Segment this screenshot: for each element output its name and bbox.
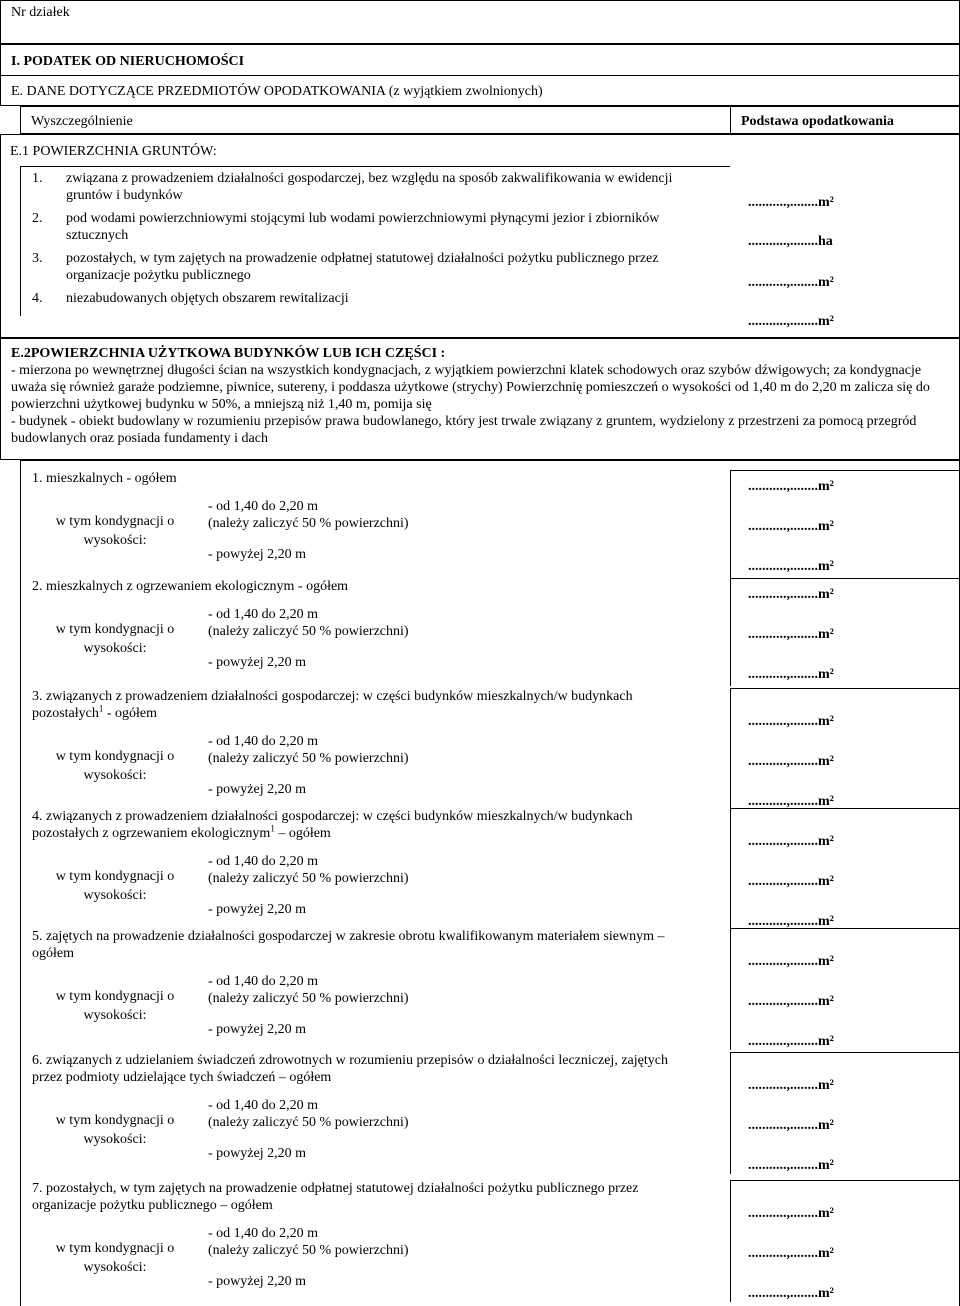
e1-item1-num: 1.	[32, 171, 43, 186]
sub-b-label: - powyżej 2,20 m	[208, 782, 306, 797]
nr-dzialek-label: Nr działek	[11, 5, 70, 20]
e2-note-2: - budynek - obiekt budowlany w rozumieniu przepisów prawa budowlanego, który jest trwale związany z gruntem, wydzielony z przestrzeni za pomocą przegród budowlanych oraz posiada fundamenty i dach	[11, 414, 917, 446]
value-sub-a[interactable]: ...........,........m²	[748, 994, 834, 1009]
section-i-box	[0, 44, 960, 76]
group-title: 7. pozostałych, w tym zajętych na prowadzenie odpłatnej statutowej działalności pożytku publicznego przez	[32, 1181, 639, 1196]
e1-item2-num: 2.	[32, 211, 43, 226]
header-right	[730, 106, 960, 134]
group-title-line2: organizacje pożytku publicznego – ogółem	[32, 1198, 273, 1213]
e2-title: E.2POWIERZCHNIA UŻYTKOWA BUDYNKÓW LUB ICH CZĘŚCI :	[11, 346, 446, 361]
wtym-label: w tym kondygnacji o wysokości:	[55, 1113, 175, 1147]
e1-item3-value[interactable]: ...........,........m²	[748, 275, 834, 290]
group-title-line2: przez podmioty udzielające tych świadczeń – ogółem	[32, 1070, 332, 1085]
value-total[interactable]: ...........,........m²	[748, 834, 834, 849]
sub-a-note: (należy zaliczyć 50 % powierzchni)	[208, 1243, 409, 1258]
wtym-label: w tym kondygnacji o wysokości:	[55, 1241, 175, 1275]
wtym-label: w tym kondygnacji o wysokości:	[55, 869, 175, 903]
section-e-box	[0, 75, 960, 106]
value-sub-b[interactable]: ...........,........m²	[748, 1286, 834, 1301]
value-total[interactable]: ...........,........m²	[748, 1206, 834, 1221]
group-title-line2: pozostałych z ogrzewaniem ekologicznym$^1$ – ogółem	[32, 823, 331, 841]
group-title-line2: ogółem	[32, 946, 74, 961]
section-i-title: I. PODATEK OD NIERUCHOMOŚCI	[11, 54, 245, 69]
value-sub-b[interactable]: ...........,........m²	[748, 559, 834, 574]
group-title-line2: pozostałych$^1$ - ogółem	[32, 703, 158, 721]
value-sub-b[interactable]: ...........,........m²	[748, 914, 834, 929]
sub-b-label: - powyżej 2,20 m	[208, 547, 306, 562]
value-column	[730, 808, 960, 930]
e1-title: E.1 POWIERZCHNIA GRUNTÓW:	[10, 144, 217, 159]
group-title: 6. związanych z udzielaniem świadczeń zdrowotnych w rozumieniu przepisów o działalności leczniczej, zajętych	[32, 1053, 668, 1068]
value-column	[730, 688, 960, 810]
wtym-label: w tym kondygnacji o wysokości:	[55, 514, 175, 548]
sub-b-label: - powyżej 2,20 m	[208, 1274, 306, 1289]
e1-item4-text: niezabudowanych objętych obszarem rewitalizacji	[66, 291, 349, 306]
e1-item4-num: 4.	[32, 291, 43, 306]
wtym-label: w tym kondygnacji o wysokości:	[55, 749, 175, 783]
value-column	[730, 1180, 960, 1302]
sub-a-label: - od 1,40 do 2,20 m	[208, 734, 319, 749]
sub-a-label: - od 1,40 do 2,20 m	[208, 974, 319, 989]
sub-b-label: - powyżej 2,20 m	[208, 1146, 306, 1161]
value-sub-b[interactable]: ...........,........m²	[748, 1034, 834, 1049]
e1-item1-text: związana z prowadzeniem działalności gospodarczej, bez względu na sposób zakwalifikowania w ewidencji gruntów i budynków	[66, 171, 673, 203]
sub-a-label: - od 1,40 do 2,20 m	[208, 1098, 319, 1113]
group-title: 3. związanych z prowadzeniem działalności gospodarczej: w części budynków mieszkalnych/w budynkach	[32, 689, 633, 704]
value-total[interactable]: ...........,........m²	[748, 714, 834, 729]
e1-item4-value[interactable]: ...........,........m²	[748, 314, 834, 329]
value-sub-b[interactable]: ...........,........m²	[748, 667, 834, 682]
group-title: 1. mieszkalnych - ogółem	[32, 471, 177, 486]
sub-a-label: - od 1,40 do 2,20 m	[208, 499, 319, 514]
col-wyszczegolnienie: Wyszczególnienie	[31, 114, 133, 129]
value-total[interactable]: ...........,........m²	[748, 587, 834, 602]
value-total[interactable]: ...........,........m²	[748, 954, 834, 969]
sub-a-note: (należy zaliczyć 50 % powierzchni)	[208, 516, 409, 531]
value-sub-a[interactable]: ...........,........m²	[748, 874, 834, 889]
group-title: 4. związanych z prowadzeniem działalności gospodarczej: w części budynków mieszkalnych/w budynkach	[32, 809, 633, 824]
sub-b-label: - powyżej 2,20 m	[208, 902, 306, 917]
group-title: 2. mieszkalnych z ogrzewaniem ekologicznym - ogółem	[32, 579, 349, 594]
sub-a-label: - od 1,40 do 2,20 m	[208, 1226, 319, 1241]
value-sub-a[interactable]: ...........,........m²	[748, 1246, 834, 1261]
value-sub-a[interactable]: ...........,........m²	[748, 754, 834, 769]
col-podstawa: Podstawa opodatkowania	[741, 114, 894, 129]
sub-a-label: - od 1,40 do 2,20 m	[208, 854, 319, 869]
value-sub-a[interactable]: ...........,........m²	[748, 519, 834, 534]
e2-note-1: - mierzona po wewnętrznej długości ścian na wszystkich kondygnacjach, z wyjątkiem powierzchni klatek schodowych oraz szybów dźwigowych; za kondygnacje uważa się również garaże podziemne, piwnice, sutereny, i poddasza użytkowe (strychy) Powierzchnię pomieszczeń o wysokości od 1,40 m do 2,20 m zalicza się do powierzchni użytkowej budynku w 50%, a mniejszą niż 1,40 m, pomija się	[11, 363, 930, 412]
sub-a-note: (należy zaliczyć 50 % powierzchni)	[208, 871, 409, 886]
value-sub-b[interactable]: ...........,........m²	[748, 794, 834, 809]
sub-a-note: (należy zaliczyć 50 % powierzchni)	[208, 1115, 409, 1130]
value-sub-a[interactable]: ...........,........m²	[748, 627, 834, 642]
sub-a-note: (należy zaliczyć 50 % powierzchni)	[208, 624, 409, 639]
value-column	[730, 1052, 960, 1174]
nr-dzialek-box	[0, 0, 960, 44]
wtym-label: w tym kondygnacji o wysokości:	[55, 989, 175, 1023]
e1-item2-value[interactable]: ...........,........ha	[748, 234, 833, 249]
sub-b-label: - powyżej 2,20 m	[208, 1022, 306, 1037]
e1-item1-value[interactable]: ...........,........m²	[748, 195, 834, 210]
sub-a-note: (należy zaliczyć 50 % powierzchni)	[208, 991, 409, 1006]
value-sub-b[interactable]: ...........,........m²	[748, 1158, 834, 1173]
value-total[interactable]: ...........,........m²	[748, 1078, 834, 1093]
value-sub-a[interactable]: ...........,........m²	[748, 1118, 834, 1133]
e1-item2-text: pod wodami powierzchniowymi stojącymi lub wodami powierzchniowymi płynącymi jezior i zbiorników sztucznych	[66, 211, 660, 243]
e1-item3-text: pozostałych, w tym zajętych na prowadzenie odpłatnej statutowej działalności pożytku publicznego przez organizacje pożytku publicznego	[66, 251, 659, 283]
group-title: 5. zajętych na prowadzenie działalności gospodarczej w zakresie obrotu kwalifikowanym materiałem siewnym –	[32, 929, 665, 944]
section-e-title: E. DANE DOTYCZĄCE PRZEDMIOTÓW OPODATKOWANIA (z wyjątkiem zwolnionych)	[11, 84, 543, 99]
value-total[interactable]: ...........,........m²	[748, 479, 834, 494]
e1-item3-num: 3.	[32, 251, 43, 266]
value-column	[730, 928, 960, 1050]
e2-desc-box	[0, 338, 960, 460]
sub-a-note: (należy zaliczyć 50 % powierzchni)	[208, 751, 409, 766]
sub-a-label: - od 1,40 do 2,20 m	[208, 607, 319, 622]
wtym-label: w tym kondygnacji o wysokości:	[55, 622, 175, 656]
sub-b-label: - powyżej 2,20 m	[208, 655, 306, 670]
